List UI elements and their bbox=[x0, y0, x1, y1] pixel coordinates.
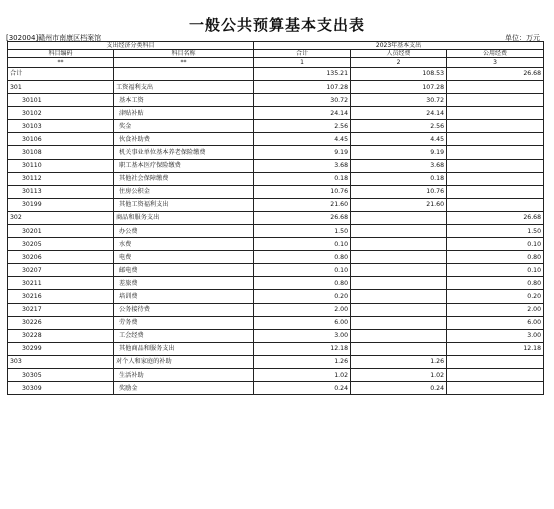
table-row bbox=[8, 303, 544, 316]
table-row bbox=[8, 198, 544, 211]
header-code: 科目编码 bbox=[8, 50, 114, 58]
header-group-classification: 支出经济分类科目 bbox=[8, 42, 254, 50]
cell-public bbox=[447, 146, 544, 159]
header-total: 合计 bbox=[254, 50, 351, 58]
cell-code: 30102 bbox=[8, 107, 114, 120]
cell-personnel bbox=[351, 211, 447, 224]
cell-code: 30110 bbox=[8, 159, 114, 172]
table-row bbox=[8, 146, 544, 159]
cell-public: 3.00 bbox=[447, 329, 544, 342]
table-row bbox=[8, 316, 544, 329]
table-row bbox=[8, 264, 544, 277]
cell-personnel: 30.72 bbox=[351, 94, 447, 107]
cell-total: 26.68 bbox=[254, 211, 351, 224]
cell-total: 0.10 bbox=[254, 238, 351, 251]
cell-name: 津贴补贴 bbox=[114, 107, 254, 120]
table-row bbox=[8, 355, 544, 368]
cell-code: 30103 bbox=[8, 120, 114, 133]
cell-name: 水费 bbox=[114, 238, 254, 251]
table-row bbox=[8, 94, 544, 107]
cell-public: 12.18 bbox=[447, 342, 544, 355]
cell-personnel bbox=[351, 303, 447, 316]
cell-code: 30113 bbox=[8, 185, 114, 198]
cell-total: 1.02 bbox=[254, 369, 351, 382]
cell-public: 6.00 bbox=[447, 316, 544, 329]
cell-name: 培训费 bbox=[114, 290, 254, 303]
cell-name: 职工基本医疗保险缴费 bbox=[114, 159, 254, 172]
cell-public: 0.80 bbox=[447, 251, 544, 264]
table-row bbox=[8, 277, 544, 290]
cell-name: 电费 bbox=[114, 251, 254, 264]
cell-name: 公务接待费 bbox=[114, 303, 254, 316]
cell-public bbox=[447, 198, 544, 211]
cell-code: 30216 bbox=[8, 290, 114, 303]
cell-code: 30228 bbox=[8, 329, 114, 342]
cell-code: 30201 bbox=[8, 225, 114, 238]
cell-name: 基本工资 bbox=[114, 94, 254, 107]
index-2: 2 bbox=[351, 58, 447, 68]
table-row bbox=[8, 67, 544, 80]
table-row bbox=[8, 225, 544, 238]
cell-name: 奖励金 bbox=[114, 382, 254, 395]
cell-personnel: 4.45 bbox=[351, 133, 447, 146]
cell-personnel: 21.60 bbox=[351, 198, 447, 211]
cell-name: 劳务费 bbox=[114, 316, 254, 329]
cell-code: 30205 bbox=[8, 238, 114, 251]
page-title: 一般公共预算基本支出表 bbox=[188, 16, 365, 34]
cell-total: 3.68 bbox=[254, 159, 351, 172]
cell-public: 0.10 bbox=[447, 238, 544, 251]
table-row bbox=[8, 159, 544, 172]
cell-personnel bbox=[351, 342, 447, 355]
cell-code: 30299 bbox=[8, 342, 114, 355]
cell-name: 住房公积金 bbox=[114, 185, 254, 198]
index-1: 1 bbox=[254, 58, 351, 68]
cell-total: 0.24 bbox=[254, 382, 351, 395]
cell-total: 30.72 bbox=[254, 94, 351, 107]
cell-public: 0.10 bbox=[447, 264, 544, 277]
cell-name: 生活补助 bbox=[114, 369, 254, 382]
table-row bbox=[8, 211, 544, 224]
cell-personnel: 10.76 bbox=[351, 185, 447, 198]
cell-code: 30101 bbox=[8, 94, 114, 107]
cell-name bbox=[114, 67, 254, 80]
cell-name: 办公费 bbox=[114, 225, 254, 238]
cell-total: 3.00 bbox=[254, 329, 351, 342]
cell-personnel bbox=[351, 251, 447, 264]
cell-total: 9.19 bbox=[254, 146, 351, 159]
cell-public bbox=[447, 133, 544, 146]
cell-personnel: 107.28 bbox=[351, 80, 447, 93]
cell-code: 30106 bbox=[8, 133, 114, 146]
table-row bbox=[8, 382, 544, 395]
cell-code: 30305 bbox=[8, 369, 114, 382]
cell-total: 6.00 bbox=[254, 316, 351, 329]
cell-personnel: 2.56 bbox=[351, 120, 447, 133]
cell-public: 26.68 bbox=[447, 211, 544, 224]
cell-public bbox=[447, 94, 544, 107]
cell-total: 1.26 bbox=[254, 355, 351, 368]
cell-total: 135.21 bbox=[254, 67, 351, 80]
cell-code: 30206 bbox=[8, 251, 114, 264]
cell-public: 2.00 bbox=[447, 303, 544, 316]
cell-total: 0.80 bbox=[254, 277, 351, 290]
table-row bbox=[8, 80, 544, 93]
table-row bbox=[8, 133, 544, 146]
cell-personnel: 3.68 bbox=[351, 159, 447, 172]
cell-personnel bbox=[351, 225, 447, 238]
cell-total: 107.28 bbox=[254, 80, 351, 93]
header-row-group bbox=[8, 42, 544, 50]
cell-public bbox=[447, 120, 544, 133]
cell-personnel bbox=[351, 277, 447, 290]
cell-personnel bbox=[351, 316, 447, 329]
cell-total: 24.14 bbox=[254, 107, 351, 120]
cell-code: 合计 bbox=[8, 67, 114, 80]
cell-code: 30207 bbox=[8, 264, 114, 277]
cell-code: 30199 bbox=[8, 198, 114, 211]
cell-total: 0.18 bbox=[254, 172, 351, 185]
cell-total: 0.80 bbox=[254, 251, 351, 264]
cell-code: 30217 bbox=[8, 303, 114, 316]
cell-public bbox=[447, 172, 544, 185]
cell-public bbox=[447, 80, 544, 93]
cell-total: 0.10 bbox=[254, 264, 351, 277]
header-row-index bbox=[8, 58, 544, 68]
cell-total: 4.45 bbox=[254, 133, 351, 146]
table-row bbox=[8, 251, 544, 264]
cell-public bbox=[447, 107, 544, 120]
cell-personnel bbox=[351, 264, 447, 277]
cell-public bbox=[447, 185, 544, 198]
cell-name: 其他社会保障缴费 bbox=[114, 172, 254, 185]
cell-name: 邮电费 bbox=[114, 264, 254, 277]
cell-personnel: 108.53 bbox=[351, 67, 447, 80]
table-row bbox=[8, 369, 544, 382]
expenditure-table bbox=[7, 41, 544, 395]
cell-code: 302 bbox=[8, 211, 114, 224]
cell-total: 2.56 bbox=[254, 120, 351, 133]
cell-total: 21.60 bbox=[254, 198, 351, 211]
header-personnel: 人员经费 bbox=[351, 50, 447, 58]
cell-name: 工资福利支出 bbox=[114, 80, 254, 93]
cell-personnel: 0.18 bbox=[351, 172, 447, 185]
cell-public: 0.20 bbox=[447, 290, 544, 303]
cell-total: 10.76 bbox=[254, 185, 351, 198]
cell-total: 2.00 bbox=[254, 303, 351, 316]
cell-name: 伙食补助费 bbox=[114, 133, 254, 146]
unit-label: [302004]赣州市南康区档案馆 bbox=[6, 34, 102, 42]
table-row bbox=[8, 238, 544, 251]
cell-public: 1.50 bbox=[447, 225, 544, 238]
cell-name: 对个人和家庭的补助 bbox=[114, 355, 254, 368]
cell-personnel: 0.24 bbox=[351, 382, 447, 395]
cell-public bbox=[447, 159, 544, 172]
cell-personnel bbox=[351, 290, 447, 303]
table-row bbox=[8, 185, 544, 198]
cell-code: 30226 bbox=[8, 316, 114, 329]
cell-name: 机关事业单位基本养老保险缴费 bbox=[114, 146, 254, 159]
cell-name: 奖金 bbox=[114, 120, 254, 133]
cell-personnel: 1.02 bbox=[351, 369, 447, 382]
index-3: 3 bbox=[447, 58, 544, 68]
header-group-expenditure: 2023年基本支出 bbox=[254, 42, 544, 50]
cell-code: 30309 bbox=[8, 382, 114, 395]
cell-name: 差旅费 bbox=[114, 277, 254, 290]
cell-personnel: 9.19 bbox=[351, 146, 447, 159]
cell-personnel bbox=[351, 329, 447, 342]
cell-code: 30108 bbox=[8, 146, 114, 159]
cell-total: 1.50 bbox=[254, 225, 351, 238]
cell-personnel: 1.26 bbox=[351, 355, 447, 368]
table-row bbox=[8, 172, 544, 185]
cell-public: 26.68 bbox=[447, 67, 544, 80]
cell-name: 其他工资福利支出 bbox=[114, 198, 254, 211]
unit-of-measure: 单位：万元 bbox=[505, 34, 540, 42]
cell-name: 商品和服务支出 bbox=[114, 211, 254, 224]
cell-total: 0.20 bbox=[254, 290, 351, 303]
table-row bbox=[8, 329, 544, 342]
index-name: ** bbox=[114, 58, 254, 68]
cell-name: 工会经费 bbox=[114, 329, 254, 342]
table-row bbox=[8, 120, 544, 133]
index-code: ** bbox=[8, 58, 114, 68]
cell-code: 303 bbox=[8, 355, 114, 368]
table-row bbox=[8, 342, 544, 355]
header-public: 公用经费 bbox=[447, 50, 544, 58]
header-row-columns bbox=[8, 50, 544, 58]
cell-public bbox=[447, 369, 544, 382]
table-row bbox=[8, 290, 544, 303]
cell-code: 30211 bbox=[8, 277, 114, 290]
cell-code: 301 bbox=[8, 80, 114, 93]
cell-public: 0.80 bbox=[447, 277, 544, 290]
cell-public bbox=[447, 382, 544, 395]
cell-personnel: 24.14 bbox=[351, 107, 447, 120]
cell-public bbox=[447, 355, 544, 368]
cell-code: 30112 bbox=[8, 172, 114, 185]
header-name: 科目名称 bbox=[114, 50, 254, 58]
cell-total: 12.18 bbox=[254, 342, 351, 355]
cell-personnel bbox=[351, 238, 447, 251]
table-row bbox=[8, 107, 544, 120]
cell-name: 其他商品和服务支出 bbox=[114, 342, 254, 355]
table-body bbox=[8, 67, 544, 394]
